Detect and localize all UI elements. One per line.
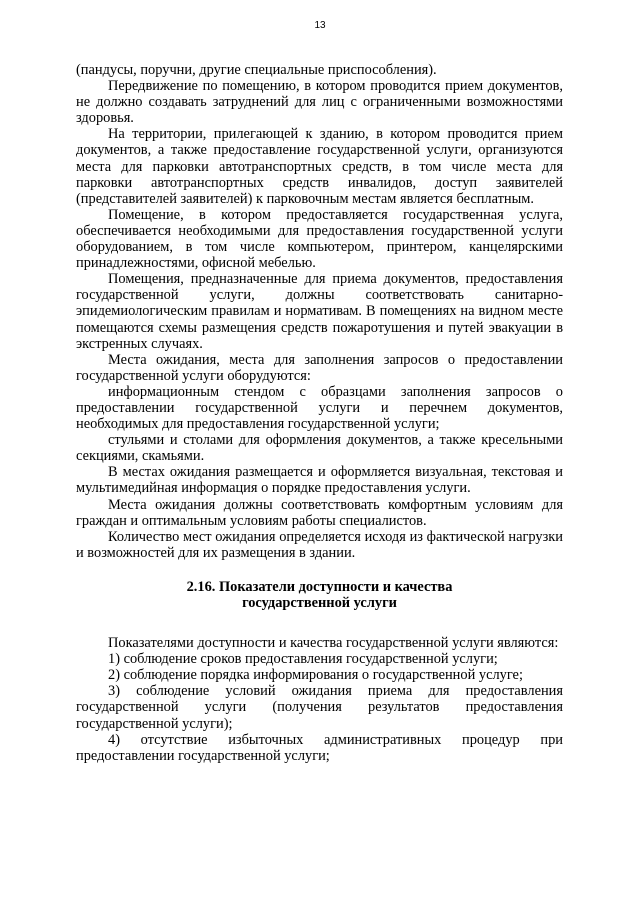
paragraph: стульями и столами для оформления документов, а также кресельными секциями, скамьями. (76, 432, 563, 465)
paragraphs-before-section (76, 62, 563, 561)
paragraph: На территории, прилегающей к зданию, в котором проводится прием документов, а также предоставление государственной услуги, организуются места для парковки автотранспортных средств, в том числе места для парковки автотранспортных средств инвалидов, доступ заявителей (представителей заявителей) к парковочным местам является бесплатным. (76, 126, 563, 207)
paragraphs-after-section (76, 635, 563, 764)
page-number: 13 (314, 20, 326, 31)
section-heading-line-1: 2.16. Показатели доступности и качества (186, 578, 453, 595)
paragraph: 1) соблюдение сроков предоставления государственной услуги; (108, 651, 498, 668)
paragraph: Помещение, в котором предоставляется государственная услуга, обеспечивается необходимыми для предоставления государственной услуги оборудованием, в том числе компьютером, принтером, канцелярскими принадлежностями, офисной мебелью. (76, 206, 563, 272)
paragraph: (пандусы, поручни, другие специальные приспособления). (76, 62, 437, 78)
paragraph: Количество мест ожидания определяется исходя из фактической нагрузки и возможностей для их размещения в здании. (76, 528, 563, 561)
paragraph: 3) соблюдение условий ожидания приема для предоставления государственной услуги (получения результатов предоставления государственной услуги); (76, 683, 563, 732)
paragraph: Места ожидания, места для заполнения запросов о предоставлении государственной услуги оборудуются: (76, 351, 563, 384)
paragraph: Показателями доступности и качества государственной услуги являются: (108, 635, 559, 652)
document-body (76, 62, 563, 764)
paragraph: Места ожидания должны соответствовать комфортным условиям для граждан и оптимальным условиям работы специалистов. (76, 496, 563, 529)
paragraph: информационным стендом с образцами заполнения запросов о предоставлении государственной услуги и перечнем документов, необходимых для предоставления государственной услуги; (76, 383, 563, 433)
section-heading (76, 579, 563, 611)
paragraph: 4) отсутствие избыточных административных процедур при предоставлении государственной услуги; (76, 731, 563, 764)
paragraph: 2) соблюдение порядка информирования о государственной услуге; (108, 667, 523, 684)
paragraph: В местах ожидания размещается и оформляется визуальная, текстовая и мультимедийная информация о порядке предоставления услуги. (76, 464, 563, 497)
paragraph: Помещения, предназначенные для приема документов, предоставления государственной услуги, должны соответствовать санитарно-эпидемиологическим правилам и нормативам. В помещениях на видном месте помещаются схемы размещения средств пожаротушения и путей эвакуации в экстренных случаях. (76, 271, 563, 352)
section-heading-line-2: государственной услуги (242, 595, 397, 611)
paragraph: Передвижение по помещению, в котором проводится прием документов, не должно создавать затруднений для лиц с ограниченными возможностями здоровья. (76, 78, 563, 127)
